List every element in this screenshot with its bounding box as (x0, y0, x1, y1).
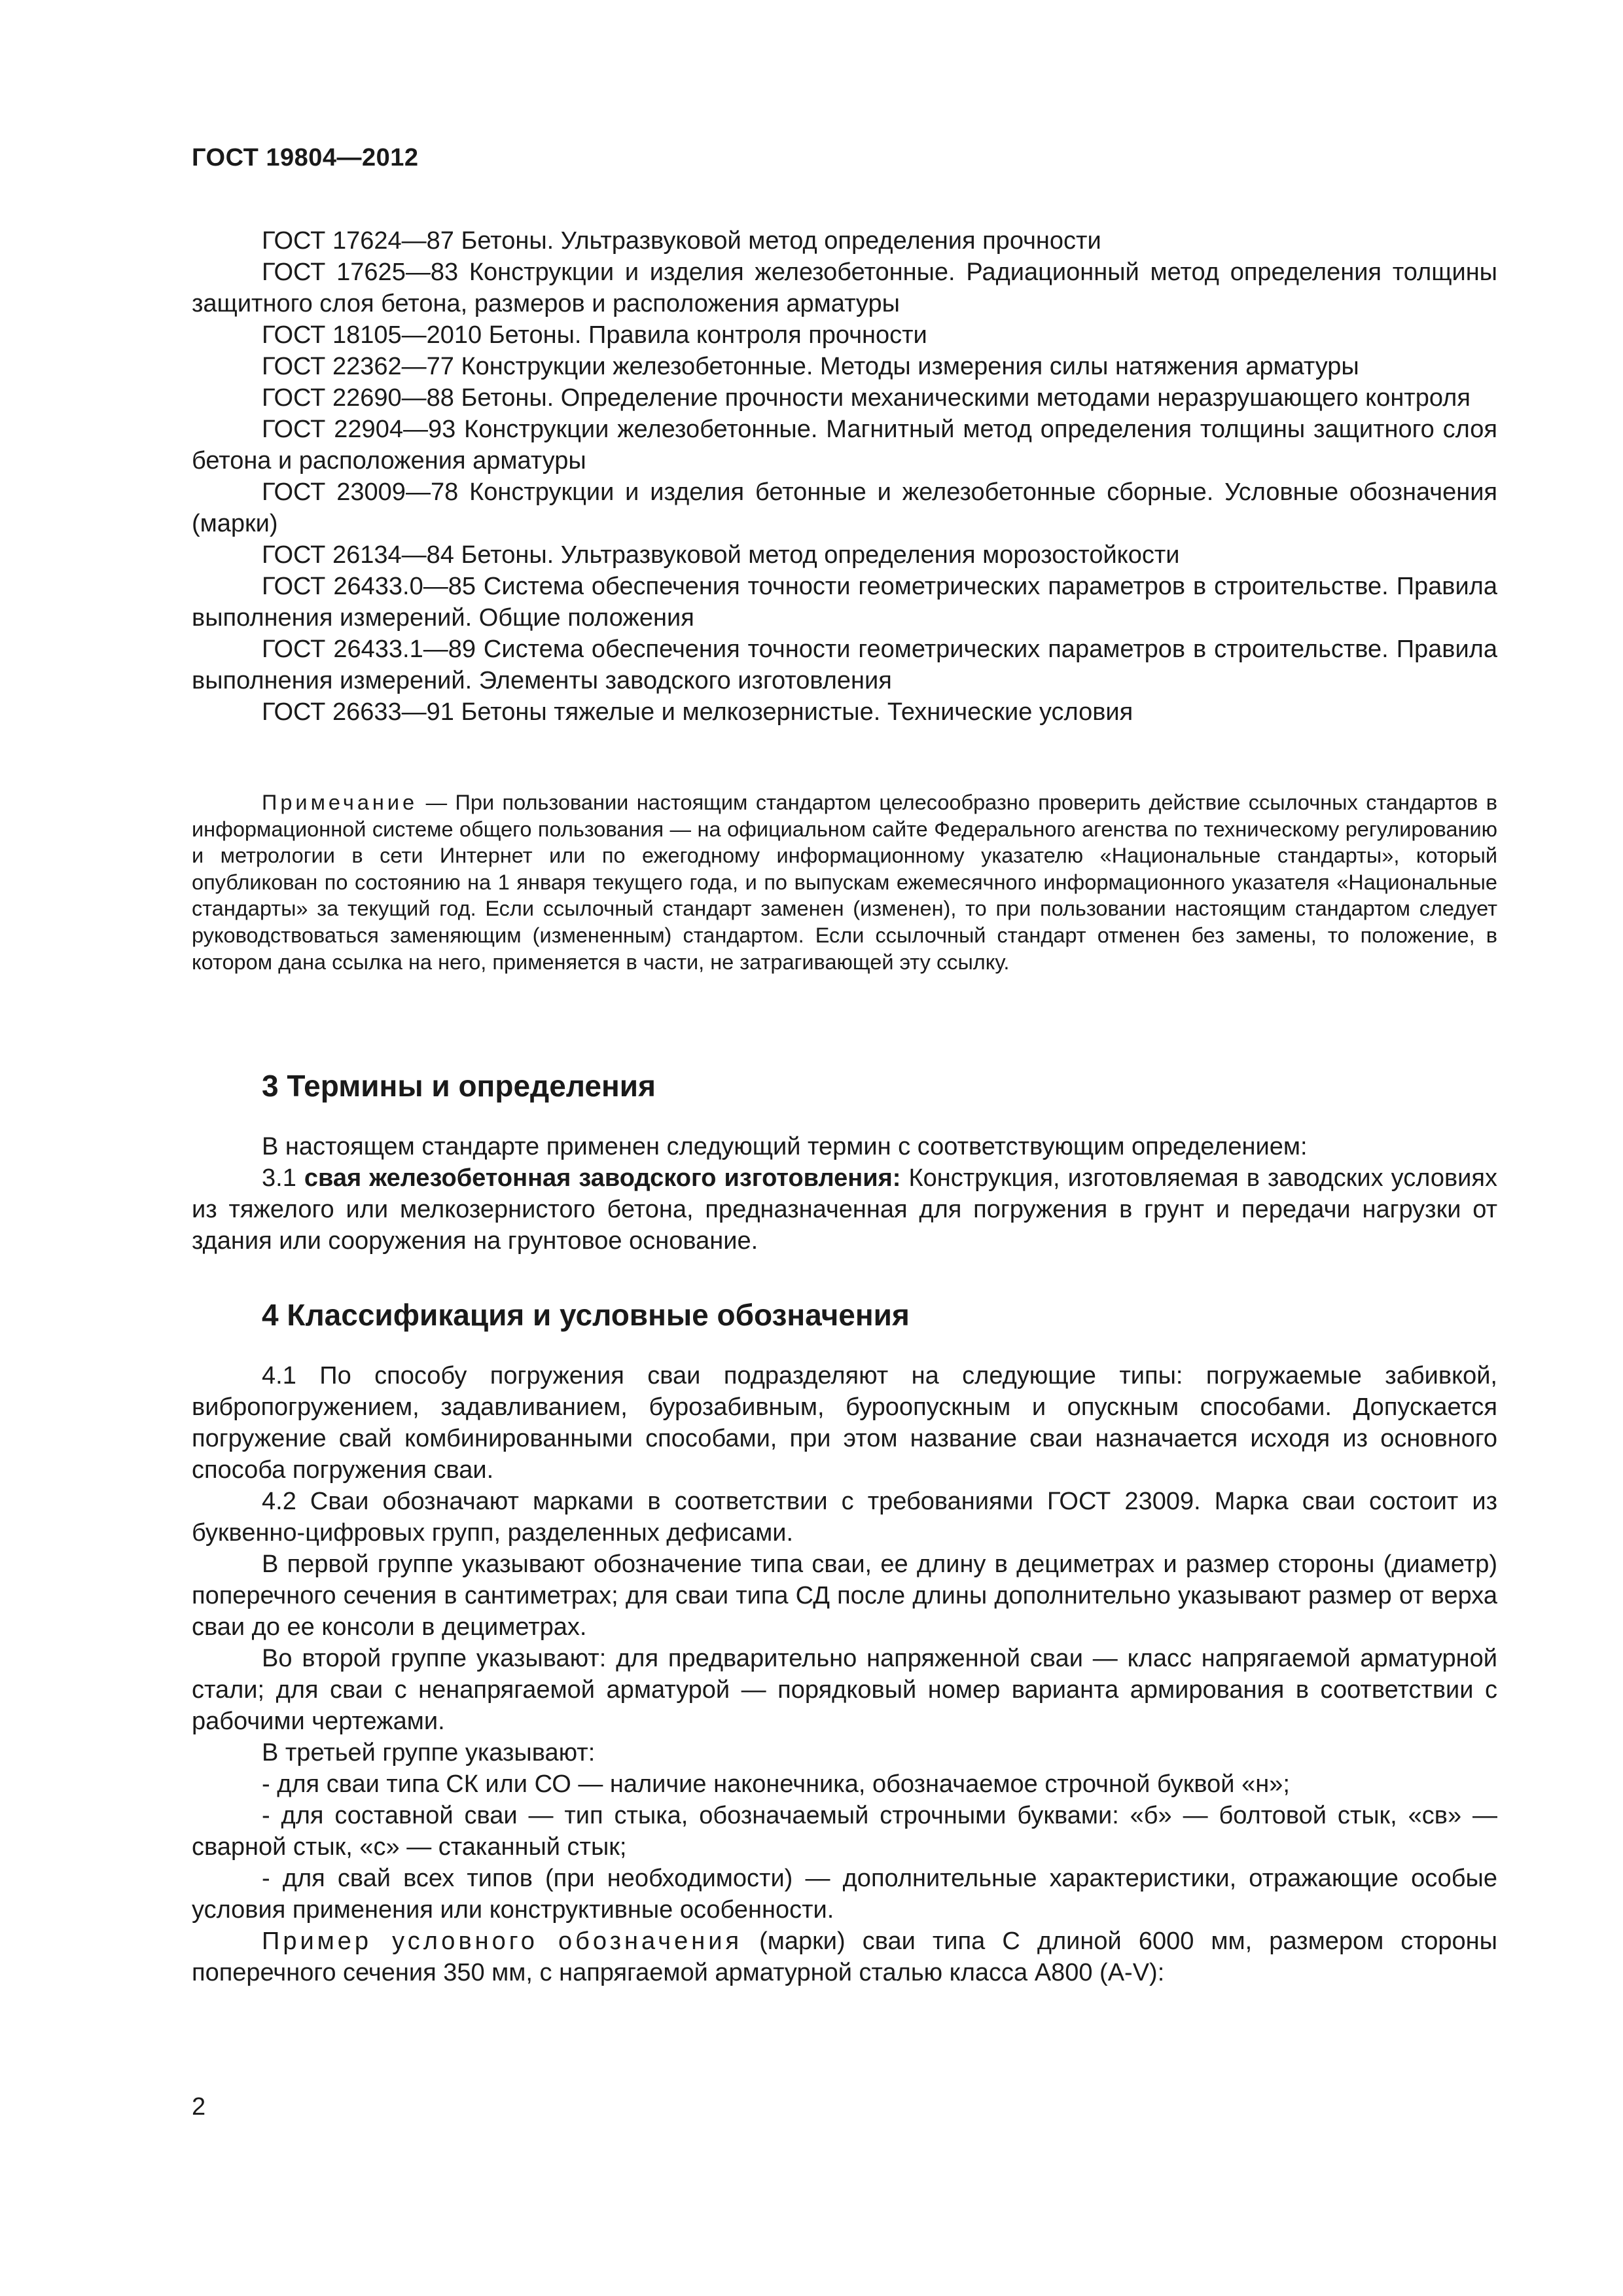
term-definition-text: Конструкция, изготовляемая в заводских условиях из тяжелого или мелкозернистого бетона, предназначенная для погружения в грунт и передачи нагрузки от здания или сооружения на грунтовое основание. (192, 1164, 1497, 1255)
section-4-list-item: - для сваи типа СК или СО — наличие наконечника, обозначаемое строчной буквой «н»; (262, 1770, 1290, 1798)
reference-item: ГОСТ 18105—2010 Бетоны. Правила контроля прочности (262, 321, 927, 349)
designation-example (192, 1926, 1497, 1988)
section-4-body (192, 1360, 1497, 1988)
section-3-body (192, 1131, 1497, 1257)
example-text: (марки) сваи типа С длиной 6000 мм, размером стороны поперечного сечения 350 мм, с напрягаемой арматурной сталью класса А800 (А-V): (192, 1928, 1497, 1986)
section-4-paragraph: В первой группе указывают обозначение типа сваи, ее длину в дециметрах и размер стороны (диаметр) поперечного сечения в сантиметрах; для сваи типа СД после длины дополнительно указывают размер от верха сваи до ее консоли в дециметрах. (192, 1551, 1497, 1641)
section-4-list-item: - для составной сваи — тип стыка, обозначаемый строчными буквами: «б» — болтовой стык, «св» — сварной стык, «с» — стаканный стык; (192, 1802, 1497, 1861)
section-4-paragraph: Во второй группе указывают: для предварительно напряженной сваи — класс напрягаемой арматурной стали; для сваи с ненапрягаемой арматурой — порядковый номер варианта армирования в соответствии с рабочими чертежами. (192, 1645, 1497, 1735)
term-definition (192, 1162, 1497, 1257)
section-3-title: 3 Термины и определения (262, 1069, 656, 1103)
section-4-list-item: - для свай всех типов (при необходимости) — дополнительные характеристики, отражающие особые условия применения или конструктивные особенности. (192, 1865, 1497, 1924)
example-label: Пример условного обозначения (262, 1928, 743, 1955)
section-4-title: 4 Классификация и условные обозначения (262, 1298, 910, 1332)
term-number: 3.1 (262, 1164, 304, 1192)
reference-item: ГОСТ 26433.0—85 Система обеспечения точности геометрических параметров в строительстве. Правила выполнения измерений. Общие положения (192, 573, 1497, 632)
reference-item: ГОСТ 22904—93 Конструкции железобетонные. Магнитный метод определения толщины защитного слоя бетона и расположения арматуры (192, 416, 1497, 475)
standard-code-header: ГОСТ 19804—2012 (192, 144, 419, 171)
reference-item: ГОСТ 23009—78 Конструкции и изделия бетонные и железобетонные сборные. Условные обозначения (марки) (192, 478, 1497, 537)
note-text: — При пользовании настоящим стандартом целесообразно проверить действие ссылочных стандартов в информационной системе общего пользования — на официальном сайте Федерального агенства по техническому регулированию и метрологии в сети Интернет или по ежегодному информационному указателю «Национальные стандарты», который опубликован по состоянию на 1 января текущего года, и по выпускам ежемесячного информационного указателя «Национальные стандарты» за текущий год. Если ссылочный стандарт заменен (изменен), то при пользовании настоящим стандартом следует руководствоваться заменяющим (измененным) стандартом. Если ссылочный стандарт отменен без замены, то положение, в котором дана ссылка на него, применяется в части, не затрагивающей эту ссылку. (192, 791, 1497, 974)
section-3-intro: В настоящем стандарте применен следующий термин с соответствующим определением: (262, 1133, 1308, 1160)
section-4-paragraph: 4.2 Сваи обозначают марками в соответствии с требованиями ГОСТ 23009. Марка сваи состоит из буквенно-цифровых групп, разделенных дефисами. (192, 1488, 1497, 1547)
reference-item: ГОСТ 22690—88 Бетоны. Определение прочности механическими методами неразрушающего контроля (262, 384, 1471, 412)
normative-references-list (192, 225, 1497, 728)
references-note (192, 789, 1497, 975)
note-label: Примечание (262, 791, 418, 814)
section-4-paragraph: 4.1 По способу погружения сваи подразделяют на следующие типы: погружаемые забивкой, вибропогружением, задавливанием, бурозабивным, бурoопускным и опускным способами. Допускается погружение свай комбинированными способами, при этом название сваи назначается исходя из основного способа погружения сваи. (192, 1362, 1497, 1484)
reference-item: ГОСТ 26633—91 Бетоны тяжелые и мелкозернистые. Технические условия (262, 698, 1133, 726)
reference-item: ГОСТ 26134—84 Бетоны. Ультразвуковой метод определения морозостойкости (262, 541, 1180, 569)
term-name: свая железобетонная заводского изготовления: (304, 1164, 901, 1192)
section-4-paragraph: В третьей группе указывают: (262, 1739, 596, 1767)
reference-item: ГОСТ 17625—83 Конструкции и изделия железобетонные. Радиационный метод определения толщины защитного слоя бетона, размеров и расположения арматуры (192, 259, 1497, 317)
reference-item: ГОСТ 26433.1—89 Система обеспечения точности геометрических параметров в строительстве. Правила выполнения измерений. Элементы заводского изготовления (192, 636, 1497, 694)
reference-item: ГОСТ 22362—77 Конструкции железобетонные. Методы измерения силы натяжения арматуры (262, 353, 1359, 380)
document-page (192, 0, 1497, 2296)
page-number: 2 (192, 2093, 206, 2121)
reference-item: ГОСТ 17624—87 Бетоны. Ультразвуковой метод определения прочности (262, 227, 1101, 255)
